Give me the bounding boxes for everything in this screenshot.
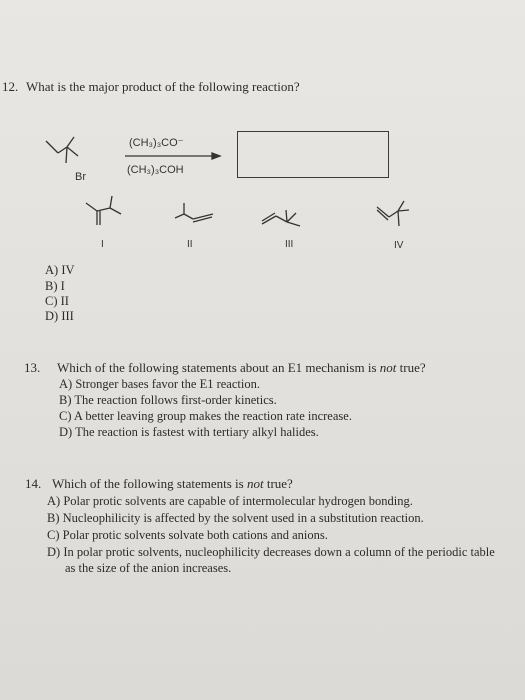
label-II: II — [187, 239, 193, 250]
substrate-br-label: Br — [75, 171, 86, 183]
label-I: I — [101, 239, 104, 250]
q14-option-d: D) In polar protic solvents, nucleophilicity decreases down a column of the periodic table — [47, 545, 495, 559]
q12-option-d: D) III — [45, 309, 74, 323]
q13-option-c: C) A better leaving group makes the reaction rate increase. — [59, 409, 352, 423]
q12-option-c: C) II — [45, 294, 69, 308]
q13-option-b: B) The reaction follows first-order kinetics. — [59, 393, 277, 407]
q13-number: 13. — [24, 360, 41, 375]
q13-option-d: D) The reaction is fastest with tertiary alkyl halides. — [59, 425, 319, 439]
structure-II — [175, 203, 213, 222]
structure-IV — [377, 201, 409, 226]
reagent-solvent: (CH₃)₃COH — [127, 164, 184, 176]
q12-option-a: A) IV — [45, 263, 75, 277]
label-III: III — [285, 239, 294, 250]
q12-number: 12. — [2, 79, 19, 94]
q14-emphasis: not — [246, 476, 264, 491]
label-IV: IV — [394, 240, 404, 251]
reagent-base: (CH₃)₃CO⁻ — [129, 137, 184, 149]
q13-option-a: A) Stronger bases favor the E1 reaction. — [59, 377, 260, 391]
q12-text: What is the major product of the following reaction? — [26, 79, 300, 94]
structure-III — [262, 210, 300, 226]
q14-option-b: B) Nucleophilicity is affected by the solvent used in a substitution reaction. — [47, 511, 424, 525]
q14-option-a: A) Polar protic solvents are capable of intermolecular hydrogen bonding. — [47, 494, 413, 508]
answer-box — [237, 131, 389, 178]
q13-text: Which of the following statements about an E1 mechanism is not true? — [57, 360, 426, 375]
structure-I — [86, 196, 121, 225]
substrate-structure — [46, 137, 78, 163]
q13-emphasis: not — [379, 360, 397, 375]
q14-text: Which of the following statements is not true? — [52, 476, 293, 491]
q14-number: 14. — [25, 476, 42, 491]
q14-option-c: C) Polar protic solvents solvate both cations and anions. — [47, 528, 328, 542]
q12-option-b: B) I — [45, 279, 65, 293]
q14-option-d-continued: as the size of the anion increases. — [65, 561, 232, 575]
reaction-arrow — [125, 153, 220, 159]
